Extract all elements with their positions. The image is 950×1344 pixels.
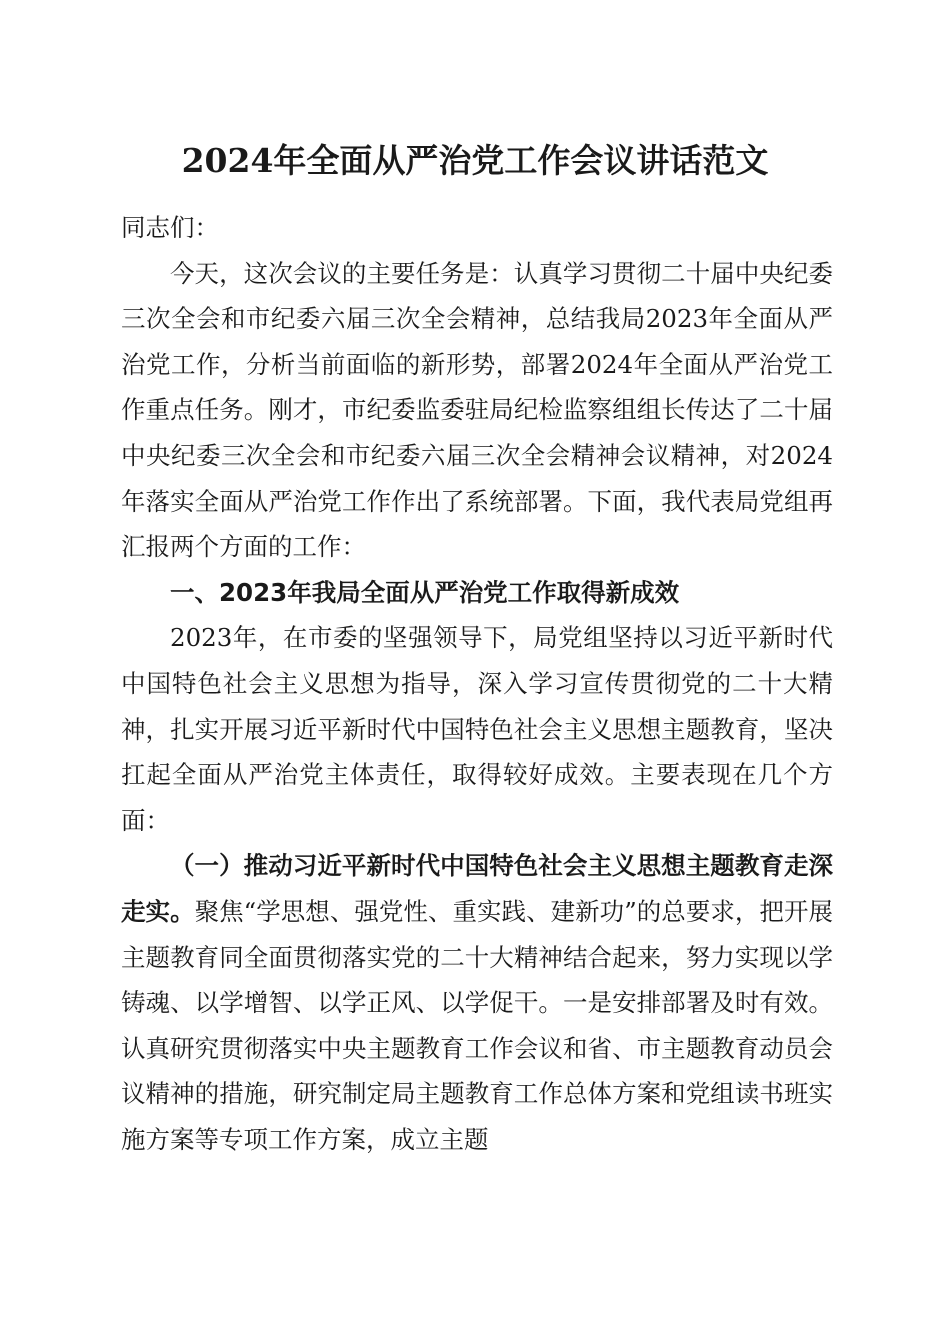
intro-paragraph: 今天，这次会议的主要任务是：认真学习贯彻二十届中央纪委三次全会和市纪委六届三次全会精神，总结我局2023年全面从严治党工作，分析当前面临的新形势，部署2024年全面从严治党工作重点任务。刚才，市纪委监委驻局纪检监察组组长传达了二十届中央纪委三次全会和市纪委六届三次全会精神会议精神，对2024年落实全面从严治党工作作出了系统部署。下面，我代表局党组再汇报两个方面的工作： (121, 258, 833, 562)
salutation: 同志们： (121, 213, 219, 242)
section-heading-1: 一、2023年我局全面从严治党工作取得新成效 (170, 577, 680, 607)
section-1-paragraph: 2023年，在市委的坚强领导下，局党组坚持以习近平新时代中国特色社会主义思想为指导，深入学习宣传贯彻党的二十大精神，扎实开展习近平新时代中国特色社会主义思想主题教育，坚决扛起全面从严治党主体责任，取得较好成效。主要表现在几个方面： (121, 623, 833, 835)
subsection-1-heading: （一）推动习近平新时代中国特色社会主义思想主题教育走深走实。 (121, 851, 833, 926)
subsection-1-paragraph (121, 843, 833, 1162)
document-title: 2024年全面从严治党工作会议讲话范文 (181, 141, 769, 180)
subsection-1-text: 聚焦“学思想、强党性、重实践、建新功”的总要求，把开展主题教育同全面贯彻落实党的二十大精神结合起来，努力实现以学铸魂、以学增智、以学正风、以学促干。一是安排部署及时有效。认真研究贯彻落实中央主题教育工作会议和省、市主题教育动员会议精神的措施，研究制定局主题教育工作总体方案和党组读书班实施方案等专项工作方案，成立主题 (121, 896, 833, 1154)
document-body (121, 205, 833, 1162)
